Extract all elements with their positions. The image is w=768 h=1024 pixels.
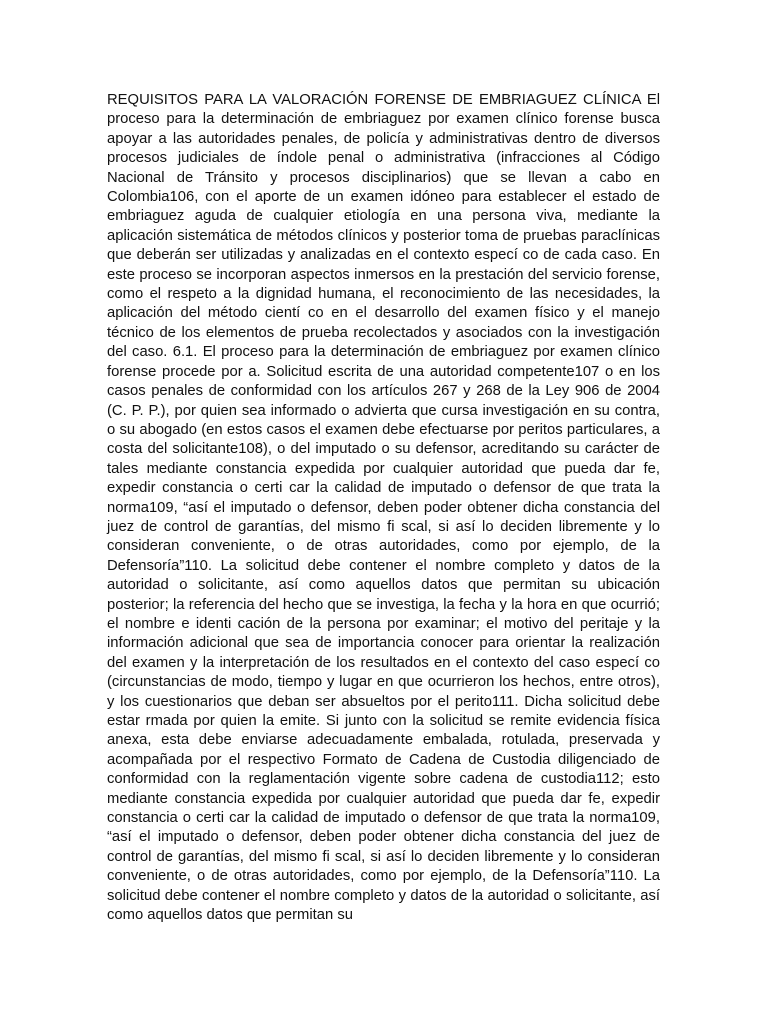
document-page: [107, 91, 660, 925]
body-paragraph: REQUISITOS PARA LA VALORACIÓN FORENSE DE EMBRIAGUEZ CLÍNICA El proceso para la determinación de embriaguez por examen clínico forense busca apoyar a las autoridades penales, de policía y administrativas dentro de diversos procesos judiciales de índole penal o administrativa (infracciones al Código Nacional de Tránsito y procesos disciplinarios) que se llevan a cabo en Colombia106, con el aporte de un examen idóneo para establecer el estado de embriaguez aguda de cualquier etiología en una persona viva, mediante la aplicación sistemática de métodos clínicos y posterior toma de pruebas paraclínicas que deberán ser utilizadas y analizadas en el contexto especí co de cada caso. En este proceso se incorporan aspectos inmersos en la prestación del servicio forense, como el respeto a la dignidad humana, el reconocimiento de las necesidades, la aplicación del método cientí co en el desarrollo del examen físico y el manejo técnico de los elementos de prueba recolectados y asociados con la investigación del caso. 6.1. El proceso para la determinación de embriaguez por examen clínico forense procede por a. Solicitud escrita de una autoridad competente107 o en los casos penales de conformidad con los artículos 267 y 268 de la Ley 906 de 2004 (C. P. P.), por quien sea informado o advierta que cursa investigación en su contra, o su abogado (en estos casos el examen debe efectuarse por peritos particulares, a costa del solicitante108), o del imputado o su defensor, acreditando su carácter de tales mediante constancia expedida por cualquier autoridad que pueda dar fe, expedir constancia o certi car la calidad de imputado o defensor de que trata la norma109, “así el imputado o defensor, deben poder obtener dicha constancia del juez de control de garantías, del mismo fi scal, si así lo deciden libremente y lo consideran conveniente, o de otras autoridades, como por ejemplo, de la Defensoría”110. La solicitud debe contener el nombre completo y datos de la autoridad o solicitante, así como aquellos datos que permitan su ubicación posterior; la referencia del hecho que se investiga, la fecha y la hora en que ocurrió; el nombre e identi cación de la persona por examinar; el motivo del peritaje y la información adicional que sea de importancia conocer para orientar la realización del examen y la interpretación de los resultados en el contexto del caso especí co (circunstancias de modo, tiempo y lugar en que ocurrieron los hechos, entre otros), y los cuestionarios que deban ser absueltos por el perito111. Dicha solicitud debe estar rmada por quien la emite. Si junto con la solicitud se remite evidencia física anexa, esta debe enviarse adecuadamente embalada, rotulada, preservada y acompañada por el respectivo Formato de Cadena de Custodia diligenciado de conformidad con la reglamentación vigente sobre cadena de custodia112; esto mediante constancia expedida por cualquier autoridad que pueda dar fe, expedir constancia o certi car la calidad de imputado o defensor de que trata la norma109, “así el imputado o defensor, deben poder obtener dicha constancia del juez de control de garantías, del mismo fi scal, si así lo deciden libremente y lo consideran conveniente, o de otras autoridades, como por ejemplo, de la Defensoría”110. La solicitud debe contener el nombre completo y datos de la autoridad o solicitante, así como aquellos datos que permitan su: [107, 92, 660, 924]
